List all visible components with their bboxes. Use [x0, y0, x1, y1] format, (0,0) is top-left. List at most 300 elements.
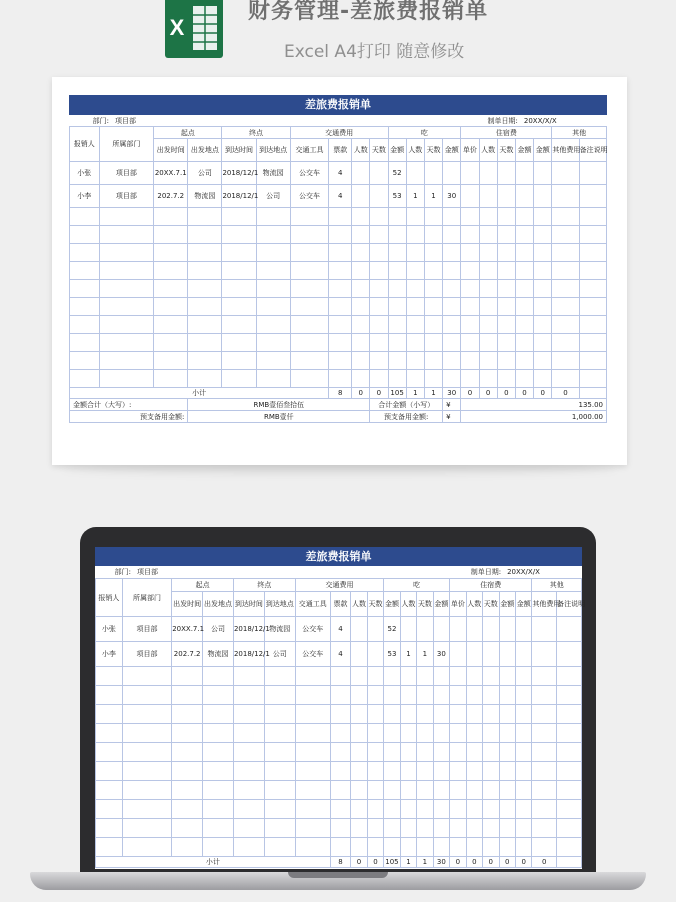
table-cell[interactable]	[532, 617, 557, 642]
table-cell[interactable]	[295, 819, 330, 838]
table-cell[interactable]	[579, 244, 606, 262]
table-cell[interactable]	[370, 162, 388, 185]
table-cell[interactable]	[424, 370, 442, 388]
table-cell[interactable]	[290, 244, 329, 262]
table-cell[interactable]	[466, 781, 482, 800]
table-cell[interactable]	[388, 298, 406, 316]
table-cell[interactable]	[461, 208, 479, 226]
table-cell[interactable]	[515, 316, 533, 334]
table-cell[interactable]	[552, 370, 579, 388]
table-cell[interactable]	[461, 280, 479, 298]
table-cell[interactable]	[96, 838, 123, 857]
table-cell[interactable]	[384, 743, 400, 762]
table-cell[interactable]	[534, 226, 552, 244]
table-cell[interactable]	[154, 352, 188, 370]
table-cell[interactable]	[552, 185, 579, 208]
table-cell[interactable]	[557, 642, 582, 667]
table-cell[interactable]	[352, 352, 370, 370]
table-cell[interactable]	[499, 819, 515, 838]
table-cell[interactable]	[352, 226, 370, 244]
table-cell[interactable]	[552, 280, 579, 298]
table-cell[interactable]	[233, 705, 264, 724]
table-cell[interactable]	[443, 162, 461, 185]
table-cell[interactable]	[450, 800, 466, 819]
table-cell[interactable]	[417, 724, 433, 743]
table-cell[interactable]	[515, 244, 533, 262]
table-cell[interactable]	[370, 185, 388, 208]
table-cell[interactable]	[461, 162, 479, 185]
table-cell[interactable]	[188, 334, 222, 352]
table-cell[interactable]	[534, 244, 552, 262]
table-cell[interactable]	[499, 838, 515, 857]
table-cell[interactable]	[99, 280, 154, 298]
table-cell[interactable]	[400, 667, 416, 686]
table-cell[interactable]	[466, 800, 482, 819]
table-cell[interactable]	[172, 686, 203, 705]
table-cell[interactable]: 52	[388, 162, 406, 185]
table-cell[interactable]	[461, 226, 479, 244]
table-cell[interactable]	[367, 642, 383, 667]
table-cell[interactable]: 202.7.2	[172, 642, 203, 667]
table-cell[interactable]	[352, 262, 370, 280]
table-cell[interactable]	[534, 352, 552, 370]
table-cell[interactable]	[256, 208, 290, 226]
table-cell[interactable]	[515, 208, 533, 226]
table-cell[interactable]	[499, 617, 515, 642]
table-cell[interactable]	[579, 370, 606, 388]
table-cell[interactable]	[222, 226, 256, 244]
table-cell[interactable]	[233, 838, 264, 857]
table-cell[interactable]	[466, 819, 482, 838]
table-cell[interactable]	[424, 208, 442, 226]
table-cell[interactable]	[329, 334, 352, 352]
table-cell[interactable]	[388, 316, 406, 334]
table-cell[interactable]	[552, 208, 579, 226]
table-cell[interactable]	[290, 208, 329, 226]
table-cell[interactable]	[264, 686, 295, 705]
table-cell[interactable]: 53	[384, 642, 400, 667]
table-cell[interactable]	[352, 316, 370, 334]
table-cell[interactable]	[290, 298, 329, 316]
table-cell[interactable]	[256, 298, 290, 316]
table-cell[interactable]	[384, 705, 400, 724]
table-cell[interactable]	[188, 226, 222, 244]
table-cell[interactable]	[222, 316, 256, 334]
table-cell[interactable]	[515, 838, 531, 857]
table-cell[interactable]: 53	[388, 185, 406, 208]
table-cell[interactable]	[367, 724, 383, 743]
table-cell[interactable]	[443, 370, 461, 388]
table-cell[interactable]	[424, 334, 442, 352]
table-cell[interactable]	[433, 800, 449, 819]
table-cell[interactable]	[557, 617, 582, 642]
table-cell[interactable]	[579, 298, 606, 316]
table-cell[interactable]	[479, 280, 497, 298]
table-cell[interactable]	[433, 743, 449, 762]
table-cell[interactable]	[99, 316, 154, 334]
table-cell[interactable]: 4	[330, 642, 351, 667]
table-cell[interactable]	[450, 724, 466, 743]
table-cell[interactable]: 202.7.2	[154, 185, 188, 208]
table-cell[interactable]	[466, 686, 482, 705]
table-cell[interactable]	[367, 705, 383, 724]
table-cell[interactable]	[352, 334, 370, 352]
table-cell[interactable]	[461, 185, 479, 208]
table-cell[interactable]	[70, 226, 100, 244]
table-cell[interactable]	[222, 244, 256, 262]
table-cell[interactable]	[466, 838, 482, 857]
table-cell[interactable]	[256, 226, 290, 244]
table-cell[interactable]	[172, 667, 203, 686]
table-cell[interactable]	[515, 226, 533, 244]
table-cell[interactable]	[203, 838, 234, 857]
table-cell[interactable]	[70, 334, 100, 352]
table-cell[interactable]	[400, 686, 416, 705]
table-cell[interactable]	[497, 298, 515, 316]
table-cell[interactable]: 4	[330, 617, 351, 642]
table-cell[interactable]	[406, 280, 424, 298]
table-cell[interactable]	[203, 743, 234, 762]
table-cell[interactable]	[295, 686, 330, 705]
table-cell[interactable]	[466, 743, 482, 762]
table-cell[interactable]	[497, 226, 515, 244]
table-cell[interactable]	[370, 244, 388, 262]
table-cell[interactable]	[384, 762, 400, 781]
table-cell[interactable]	[70, 244, 100, 262]
table-cell[interactable]	[443, 334, 461, 352]
table-cell[interactable]	[424, 298, 442, 316]
table-cell[interactable]	[466, 617, 482, 642]
table-cell[interactable]	[384, 781, 400, 800]
table-cell[interactable]	[70, 280, 100, 298]
table-cell[interactable]	[329, 244, 352, 262]
table-cell[interactable]	[351, 667, 367, 686]
table-cell[interactable]	[256, 370, 290, 388]
table-cell[interactable]	[497, 352, 515, 370]
table-cell[interactable]	[424, 352, 442, 370]
table-cell[interactable]	[515, 800, 531, 819]
table-cell[interactable]	[233, 800, 264, 819]
table-cell[interactable]	[122, 686, 171, 705]
table-cell[interactable]	[417, 686, 433, 705]
table-cell[interactable]	[290, 280, 329, 298]
table-cell[interactable]	[532, 800, 557, 819]
table-cell[interactable]	[370, 370, 388, 388]
table-cell[interactable]	[443, 280, 461, 298]
table-cell[interactable]	[388, 370, 406, 388]
table-cell[interactable]: 公交车	[290, 162, 329, 185]
table-cell[interactable]	[295, 667, 330, 686]
table-cell[interactable]	[466, 667, 482, 686]
table-cell[interactable]	[154, 262, 188, 280]
table-cell[interactable]	[370, 208, 388, 226]
table-cell[interactable]	[400, 819, 416, 838]
table-cell[interactable]	[352, 298, 370, 316]
table-cell[interactable]	[233, 743, 264, 762]
table-cell[interactable]	[433, 762, 449, 781]
table-cell[interactable]	[483, 762, 499, 781]
table-cell[interactable]	[172, 743, 203, 762]
table-cell[interactable]: 公司	[256, 185, 290, 208]
table-cell[interactable]	[499, 667, 515, 686]
table-cell[interactable]	[188, 280, 222, 298]
table-cell[interactable]	[295, 705, 330, 724]
table-cell[interactable]	[233, 686, 264, 705]
table-cell[interactable]	[515, 667, 531, 686]
table-cell[interactable]	[99, 244, 154, 262]
table-cell[interactable]	[70, 262, 100, 280]
table-cell[interactable]	[188, 370, 222, 388]
table-cell[interactable]	[552, 244, 579, 262]
table-cell[interactable]	[329, 262, 352, 280]
table-cell[interactable]	[330, 838, 351, 857]
table-cell[interactable]	[203, 800, 234, 819]
table-cell[interactable]	[122, 705, 171, 724]
table-cell[interactable]	[351, 686, 367, 705]
table-cell[interactable]: 小李	[70, 185, 100, 208]
table-cell[interactable]	[295, 781, 330, 800]
table-cell[interactable]	[400, 617, 416, 642]
table-cell[interactable]	[557, 762, 582, 781]
table-cell[interactable]	[352, 208, 370, 226]
table-cell[interactable]	[499, 686, 515, 705]
table-cell[interactable]	[370, 334, 388, 352]
table-cell[interactable]	[99, 262, 154, 280]
table-cell[interactable]	[424, 162, 442, 185]
table-cell[interactable]	[532, 667, 557, 686]
table-cell[interactable]: 30	[443, 185, 461, 208]
table-cell[interactable]	[222, 208, 256, 226]
table-cell[interactable]	[417, 667, 433, 686]
table-cell[interactable]	[532, 686, 557, 705]
table-cell[interactable]	[532, 781, 557, 800]
table-cell[interactable]	[203, 781, 234, 800]
table-cell[interactable]	[154, 208, 188, 226]
table-cell[interactable]	[479, 334, 497, 352]
table-cell[interactable]: 4	[329, 162, 352, 185]
table-cell[interactable]	[461, 262, 479, 280]
table-cell[interactable]	[406, 316, 424, 334]
table-cell[interactable]: 项目部	[99, 185, 154, 208]
table-cell[interactable]	[552, 298, 579, 316]
table-cell[interactable]	[290, 226, 329, 244]
table-cell[interactable]	[450, 617, 466, 642]
table-cell[interactable]	[497, 316, 515, 334]
table-cell[interactable]	[406, 370, 424, 388]
table-cell[interactable]: 4	[329, 185, 352, 208]
table-cell[interactable]	[443, 208, 461, 226]
table-cell[interactable]	[203, 819, 234, 838]
table-cell[interactable]	[384, 838, 400, 857]
table-cell[interactable]	[479, 185, 497, 208]
table-cell[interactable]	[384, 667, 400, 686]
table-cell[interactable]: 物流园	[188, 185, 222, 208]
table-cell[interactable]	[96, 800, 123, 819]
table-cell[interactable]	[479, 208, 497, 226]
table-cell[interactable]	[450, 667, 466, 686]
table-cell[interactable]	[384, 800, 400, 819]
table-cell[interactable]: 1	[424, 185, 442, 208]
table-cell[interactable]	[515, 642, 531, 667]
table-cell[interactable]	[515, 686, 531, 705]
table-cell[interactable]	[515, 185, 533, 208]
table-cell[interactable]	[479, 352, 497, 370]
table-cell[interactable]	[122, 819, 171, 838]
table-cell[interactable]	[433, 686, 449, 705]
table-cell[interactable]	[264, 705, 295, 724]
table-cell[interactable]	[384, 724, 400, 743]
table-cell[interactable]	[406, 298, 424, 316]
table-cell[interactable]	[450, 781, 466, 800]
table-cell[interactable]	[351, 642, 367, 667]
table-cell[interactable]	[479, 226, 497, 244]
table-cell[interactable]	[532, 838, 557, 857]
table-cell[interactable]	[417, 819, 433, 838]
table-cell[interactable]	[295, 724, 330, 743]
table-cell[interactable]	[295, 743, 330, 762]
table-cell[interactable]	[388, 244, 406, 262]
table-cell[interactable]	[264, 838, 295, 857]
table-cell[interactable]	[461, 334, 479, 352]
table-cell[interactable]	[534, 262, 552, 280]
table-cell[interactable]	[579, 334, 606, 352]
table-cell[interactable]	[384, 819, 400, 838]
table-cell[interactable]	[233, 724, 264, 743]
table-cell[interactable]	[417, 705, 433, 724]
table-cell[interactable]	[443, 226, 461, 244]
table-cell[interactable]	[352, 280, 370, 298]
table-cell[interactable]	[329, 208, 352, 226]
table-cell[interactable]	[450, 762, 466, 781]
table-cell[interactable]	[515, 280, 533, 298]
table-cell[interactable]	[450, 686, 466, 705]
table-cell[interactable]	[461, 352, 479, 370]
table-cell[interactable]	[443, 262, 461, 280]
table-cell[interactable]	[367, 667, 383, 686]
table-cell[interactable]	[330, 686, 351, 705]
table-cell[interactable]	[256, 262, 290, 280]
table-cell[interactable]	[497, 185, 515, 208]
table-cell[interactable]	[388, 352, 406, 370]
table-cell[interactable]	[96, 762, 123, 781]
table-cell[interactable]	[497, 334, 515, 352]
table-cell[interactable]	[461, 244, 479, 262]
table-cell[interactable]	[290, 262, 329, 280]
table-cell[interactable]	[534, 316, 552, 334]
table-cell[interactable]	[70, 298, 100, 316]
table-cell[interactable]	[367, 781, 383, 800]
table-cell[interactable]	[534, 298, 552, 316]
table-cell[interactable]: 1	[400, 642, 416, 667]
table-cell[interactable]	[99, 334, 154, 352]
table-cell[interactable]	[532, 762, 557, 781]
table-cell[interactable]	[329, 280, 352, 298]
table-cell[interactable]	[406, 244, 424, 262]
table-cell[interactable]	[222, 352, 256, 370]
table-cell[interactable]	[203, 724, 234, 743]
table-cell[interactable]	[532, 705, 557, 724]
table-cell[interactable]	[188, 316, 222, 334]
table-cell[interactable]	[172, 762, 203, 781]
table-cell[interactable]	[330, 762, 351, 781]
table-cell[interactable]	[290, 352, 329, 370]
table-cell[interactable]	[417, 762, 433, 781]
table-cell[interactable]	[233, 762, 264, 781]
table-cell[interactable]	[264, 743, 295, 762]
table-cell[interactable]	[256, 244, 290, 262]
table-cell[interactable]: 物流园	[203, 642, 234, 667]
table-cell[interactable]	[515, 352, 533, 370]
table-cell[interactable]	[290, 334, 329, 352]
table-cell[interactable]	[406, 352, 424, 370]
table-cell[interactable]	[579, 280, 606, 298]
table-cell[interactable]	[483, 838, 499, 857]
table-cell[interactable]	[70, 208, 100, 226]
table-cell[interactable]	[552, 334, 579, 352]
table-cell[interactable]	[461, 298, 479, 316]
table-cell[interactable]	[264, 762, 295, 781]
table-cell[interactable]	[497, 162, 515, 185]
table-cell[interactable]	[222, 280, 256, 298]
table-cell[interactable]: 30	[433, 642, 449, 667]
table-cell[interactable]: 1	[406, 185, 424, 208]
table-cell[interactable]	[552, 316, 579, 334]
table-cell[interactable]: 项目部	[122, 617, 171, 642]
table-cell[interactable]	[351, 617, 367, 642]
table-cell[interactable]	[122, 838, 171, 857]
table-cell[interactable]	[483, 781, 499, 800]
table-cell[interactable]	[406, 262, 424, 280]
table-cell[interactable]	[154, 316, 188, 334]
table-cell[interactable]	[466, 642, 482, 667]
table-cell[interactable]	[367, 762, 383, 781]
table-cell[interactable]	[532, 642, 557, 667]
table-cell[interactable]	[534, 334, 552, 352]
table-cell[interactable]	[122, 724, 171, 743]
table-cell[interactable]	[203, 705, 234, 724]
table-cell[interactable]	[417, 781, 433, 800]
table-cell[interactable]	[443, 316, 461, 334]
table-cell[interactable]	[557, 686, 582, 705]
table-cell[interactable]: 公司	[188, 162, 222, 185]
table-cell[interactable]	[433, 724, 449, 743]
table-cell[interactable]	[433, 781, 449, 800]
table-cell[interactable]	[532, 724, 557, 743]
table-cell[interactable]	[499, 743, 515, 762]
table-cell[interactable]: 公司	[203, 617, 234, 642]
table-cell[interactable]	[330, 819, 351, 838]
table-cell[interactable]	[499, 724, 515, 743]
table-cell[interactable]	[370, 316, 388, 334]
table-cell[interactable]	[515, 617, 531, 642]
table-cell[interactable]: 2018/12/1	[233, 642, 264, 667]
table-cell[interactable]	[424, 280, 442, 298]
table-cell[interactable]	[264, 819, 295, 838]
table-cell[interactable]	[388, 280, 406, 298]
table-cell[interactable]	[443, 298, 461, 316]
table-cell[interactable]	[557, 838, 582, 857]
table-cell[interactable]	[557, 819, 582, 838]
table-cell[interactable]	[154, 370, 188, 388]
table-cell[interactable]	[579, 262, 606, 280]
table-cell[interactable]	[370, 262, 388, 280]
table-cell[interactable]	[406, 208, 424, 226]
table-cell[interactable]: 1	[417, 642, 433, 667]
table-cell[interactable]	[400, 724, 416, 743]
table-cell[interactable]	[188, 208, 222, 226]
table-cell[interactable]	[384, 686, 400, 705]
table-cell[interactable]	[400, 743, 416, 762]
